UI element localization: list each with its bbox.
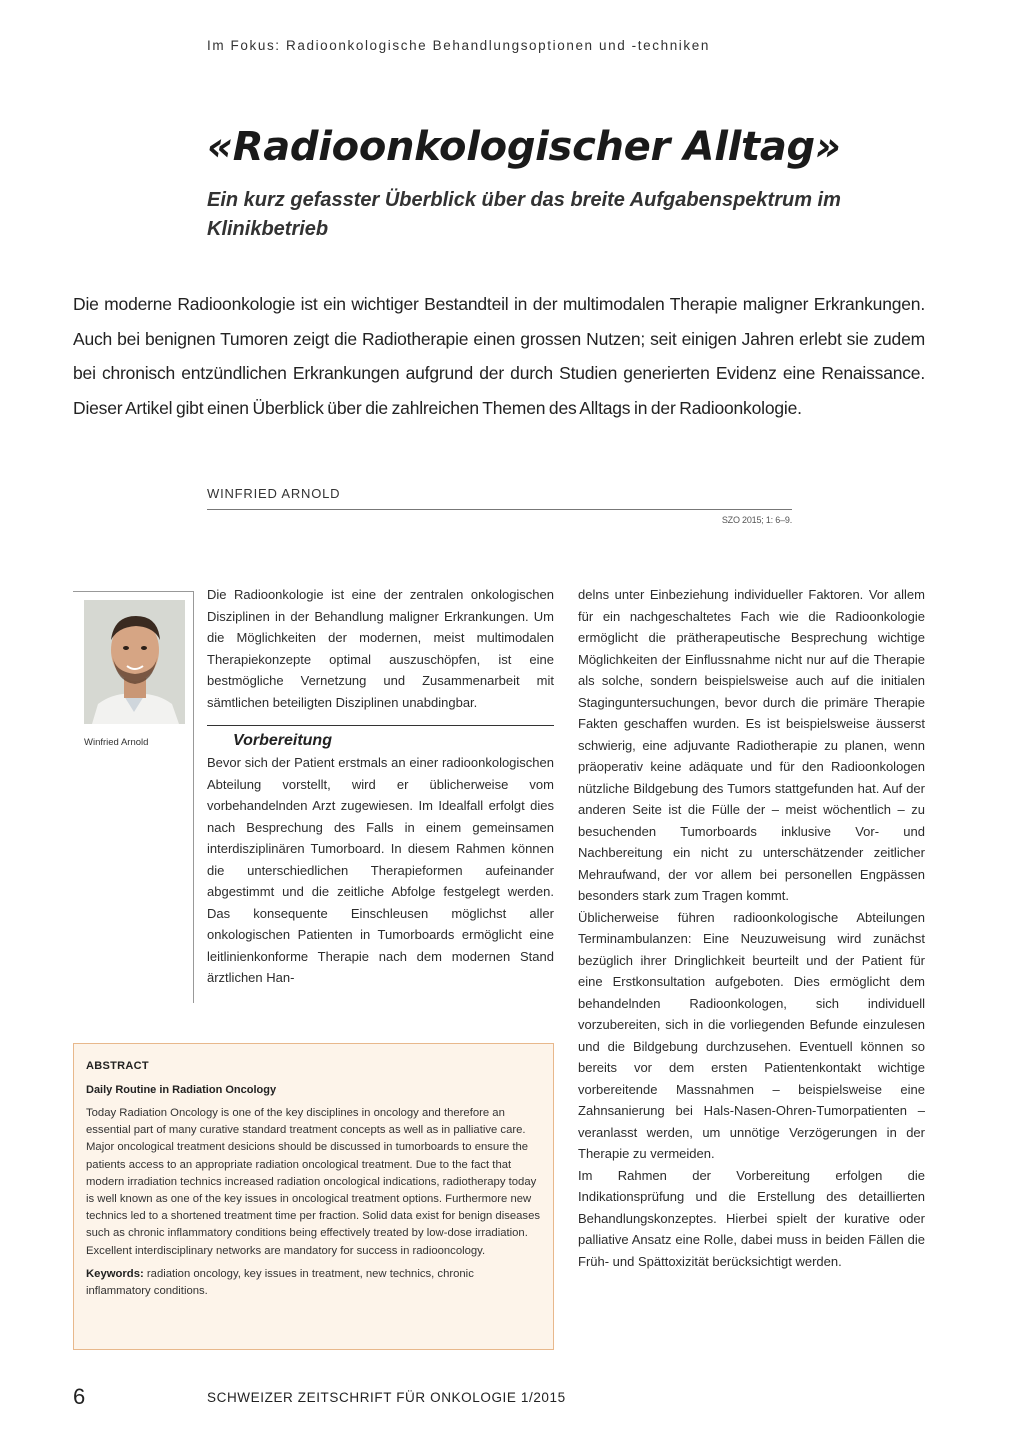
page-number: 6 (73, 1384, 86, 1409)
author-photo (84, 600, 185, 724)
section-heading: Vorbereitung (233, 732, 332, 749)
column-middle (207, 584, 554, 989)
intro-paragraph: Die Radioonkologie ist eine der zentralen onkologischen Disziplinen in der Behandlung maligner Erkrankungen. Um die Möglichkeiten der modernen, meist multimodalen Therapiekonzepte optimal auszuschöpfen, ist eine bestmögliche Vernetzung und Zusammenarbeit mit sämtlichen beteiligten Disziplinen unabdingbar. (207, 587, 554, 710)
citation: SZO 2015; 1: 6–9. (721, 515, 792, 525)
abstract-keywords (86, 1266, 541, 1300)
column-right (578, 584, 925, 1272)
body-paragraph: Im Rahmen der Vorbereitung erfolgen die Indikationsprüfung und die Erstellung des detaillierten Behandlungskonzeptes. Hierbei spielt der kurative oder palliative Ansatz eine Rolle, dabei muss in beiden Fällen die Früh- und Spättoxizität berücksichtigt werden. (578, 1167, 925, 1269)
body-paragraph: delns unter Einbeziehung individueller Faktoren. Vor allem für ein nachgeschaltetes Fach wie die Radioonkologie ermöglicht die prätherapeutische Besprechung wichtige Möglichkeiten der Einflussnahme nicht nur auf die Therapie als solche, sondern beispielsweise auch auf die initialen Staginguntersuchungen, bevor durch die primäre Therapie Fakten geschaffen wurden. Es ist beispielsweise äusserst schwierig, eine adjuvante Radiotherapie zu planen, wenn präoperativ keine adäquate und für den Radioonkologen nützliche Bildgebung des Tumors stattgefunden hat. Auf der anderen Seite ist die Fülle der – meist wöchentlich – zu besuchenden Tumorboards inklusive Vor- und Nachbereitung ein nicht zu unterschätzender zeitlicher Mehraufwand, der vor allem bei personellen Engpässen besonders stark zum Tragen kommt. (578, 587, 925, 903)
keywords-label: Keywords: (86, 1267, 144, 1280)
section-divider (207, 725, 554, 726)
abstract-text: Today Radiation Oncology is one of the key disciplines in oncology and therefore an essential part of many curative standard treatment concepts as well as in palliative care. Major oncological treatment desicions should be discussed in tumorboards to ensure the patients access to an appropriate radiation oncological treatment. Due to the fact that modern irradiation technics increased radiation oncological indications, radiotherapy today is well known as one of the key issues in oncological treatment options. Furthermore new technics led to a shortened treatment time per fraction. Solid data exist for benign diseases such as chronic inflammatory conditions being effectively treated by low-dose irradiation. Excellent interdisciplinary networks are mandatory for success in radiooncology. (86, 1107, 541, 1257)
running-head: Im Fokus: Radioonkologische Behandlungsoptionen und -techniken (207, 38, 710, 53)
abstract-title: Daily Routine in Radiation Oncology (86, 1084, 277, 1096)
body-paragraph: Bevor sich der Patient erstmals an einer radioonkologischen Abteilung vorstellt, wird er üblicherweise vom vorbehandelnden Arzt zugewiesen. Im Idealfall erfolgt dies nach Besprechung des Falls in einem gemeinsamen interdisziplinären Tumorboard. In diesem Rahmen können die unterschiedlichen Therapieformen aufeinander abgestimmt und die zeitliche Abfolge festgelegt werden. Das konsequente Einschleusen möglichst aller onkologischen Patienten in Tumorboards ermöglicht eine leitlinienkonforme Therapie nach dem modernen Stand ärztlichen Han- (207, 755, 554, 985)
body-paragraph: Üblicherweise führen radioonkologische Abteilungen Terminambulanzen: Eine Neuzuweisung wird zunächst bezüglich ihrer Dringlichkeit beurteilt und der Patient für eine Erstkonsultation aufgeboten. Dies ermöglicht dem behandelnden Radioonkologen, sich individuell vorzubereiten, sich in die vorliegenden Befunde einzulesen und die Bildgebung durchzusehen. Eventuell können so bereits vor dem ersten Patientenkontakt wichtige vorbereitende Massnahmen – beispielsweise eine Zahnsanierung bei Hals-Nasen-Ohren-Tumorpatienten – veranlasst werden, um unnötige Verzögerungen in der Therapie zu vermeiden. (578, 909, 925, 1161)
article-subtitle: Ein kurz gefasster Überblick über das breite Aufgabenspektrum im Klinikbetrieb (207, 189, 841, 240)
abstract-box (73, 1043, 554, 1350)
article-title: «Radioonkologischer Alltag» (207, 124, 841, 170)
photo-caption: Winfried Arnold (84, 737, 149, 748)
lead-paragraph: Die moderne Radioonkologie ist ein wichtiger Bestandteil in der multimodalen Therapie maligner Erkrankungen. Auch bei benignen Tumoren zeigt die Radiotherapie einen grossen Nutzen; seit einigen Jahren erlebt sie zudem bei chronisch entzündlichen Erkrankungen aufgrund der durch Studien generierten Evidenz eine Renaissance. Dieser Artikel gibt einen Überblick über die zahlreichen Themen des Alltags in der Radioonkologie. (73, 294, 925, 418)
author-divider (207, 509, 792, 510)
author-name: WINFRIED ARNOLD (207, 486, 341, 501)
keywords-text: radiation oncology, key issues in treatment, new technics, chronic inflammatory conditions. (86, 1267, 474, 1298)
abstract-label: ABSTRACT (86, 1060, 149, 1072)
journal-footer: SCHWEIZER ZEITSCHRIFT FÜR ONKOLOGIE 1/2015 (207, 1390, 566, 1405)
